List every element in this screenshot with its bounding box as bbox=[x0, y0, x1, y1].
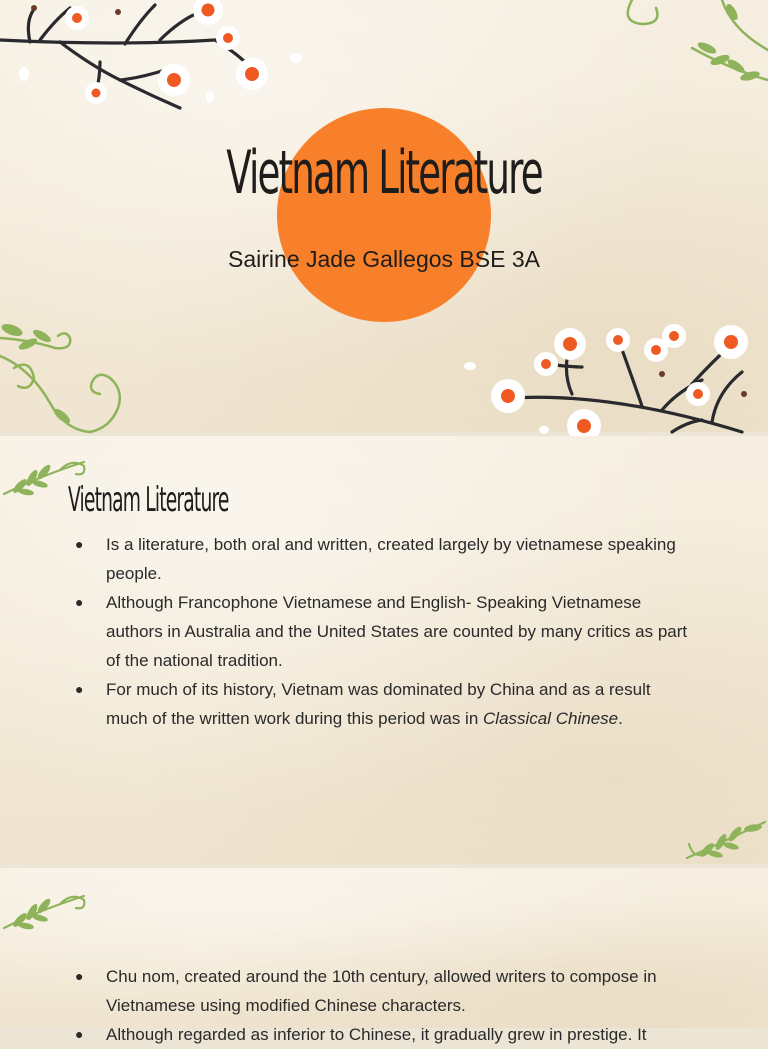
bullet-dot-icon: ● bbox=[75, 594, 84, 610]
list-item bbox=[73, 962, 693, 1020]
vine-icon bbox=[0, 308, 135, 432]
list-item bbox=[73, 588, 693, 675]
slide-heading: Vietnam Literature bbox=[68, 480, 229, 520]
list-item bbox=[73, 530, 693, 588]
bullet-text: For much of its history, Vietnam was dominated by China and as a result much of the written work during this period was in bbox=[106, 680, 651, 728]
slide-subtitle: Sairine Jade Gallegos BSE 3A bbox=[228, 246, 540, 272]
bullet-text: Although regarded as inferior to Chinese, it gradually grew in prestige. It bbox=[106, 1025, 647, 1044]
bullet-dot-icon: ● bbox=[75, 968, 84, 984]
bullet-list bbox=[73, 530, 693, 733]
slide-title: Vietnam Literature bbox=[226, 138, 542, 208]
bullet-text: Is a literature, both oral and written, created largely by vietnamese speaking people. bbox=[106, 535, 676, 583]
leaf-sprig-icon bbox=[0, 880, 90, 930]
vine-icon bbox=[612, 0, 768, 95]
list-item bbox=[73, 675, 693, 733]
blossom-branch-icon bbox=[0, 0, 310, 115]
blossom-branch-icon bbox=[462, 322, 768, 432]
title-slide bbox=[0, 0, 768, 432]
bullet-text: Although Francophone Vietnamese and English- Speaking Vietnamese authors in Australia and the United States are counted by many critics as part of the national tradition. bbox=[106, 593, 688, 670]
list-item bbox=[73, 1020, 693, 1049]
leaf-sprig-icon bbox=[683, 814, 768, 864]
bullet-text: Chu nom, created around the 10th century, allowed writers to compose in Vietnamese using modified Chinese characters. bbox=[106, 967, 657, 1015]
bullet-list bbox=[73, 962, 693, 1049]
bullet-dot-icon: ● bbox=[75, 681, 84, 697]
bullet-text-end: . bbox=[618, 709, 623, 728]
bullet-dot-icon: ● bbox=[75, 536, 84, 552]
content-slide bbox=[0, 868, 768, 1044]
content-slide bbox=[0, 436, 768, 864]
bullet-dot-icon: ● bbox=[75, 1026, 84, 1042]
bullet-italic-text: Classical Chinese bbox=[483, 709, 619, 728]
